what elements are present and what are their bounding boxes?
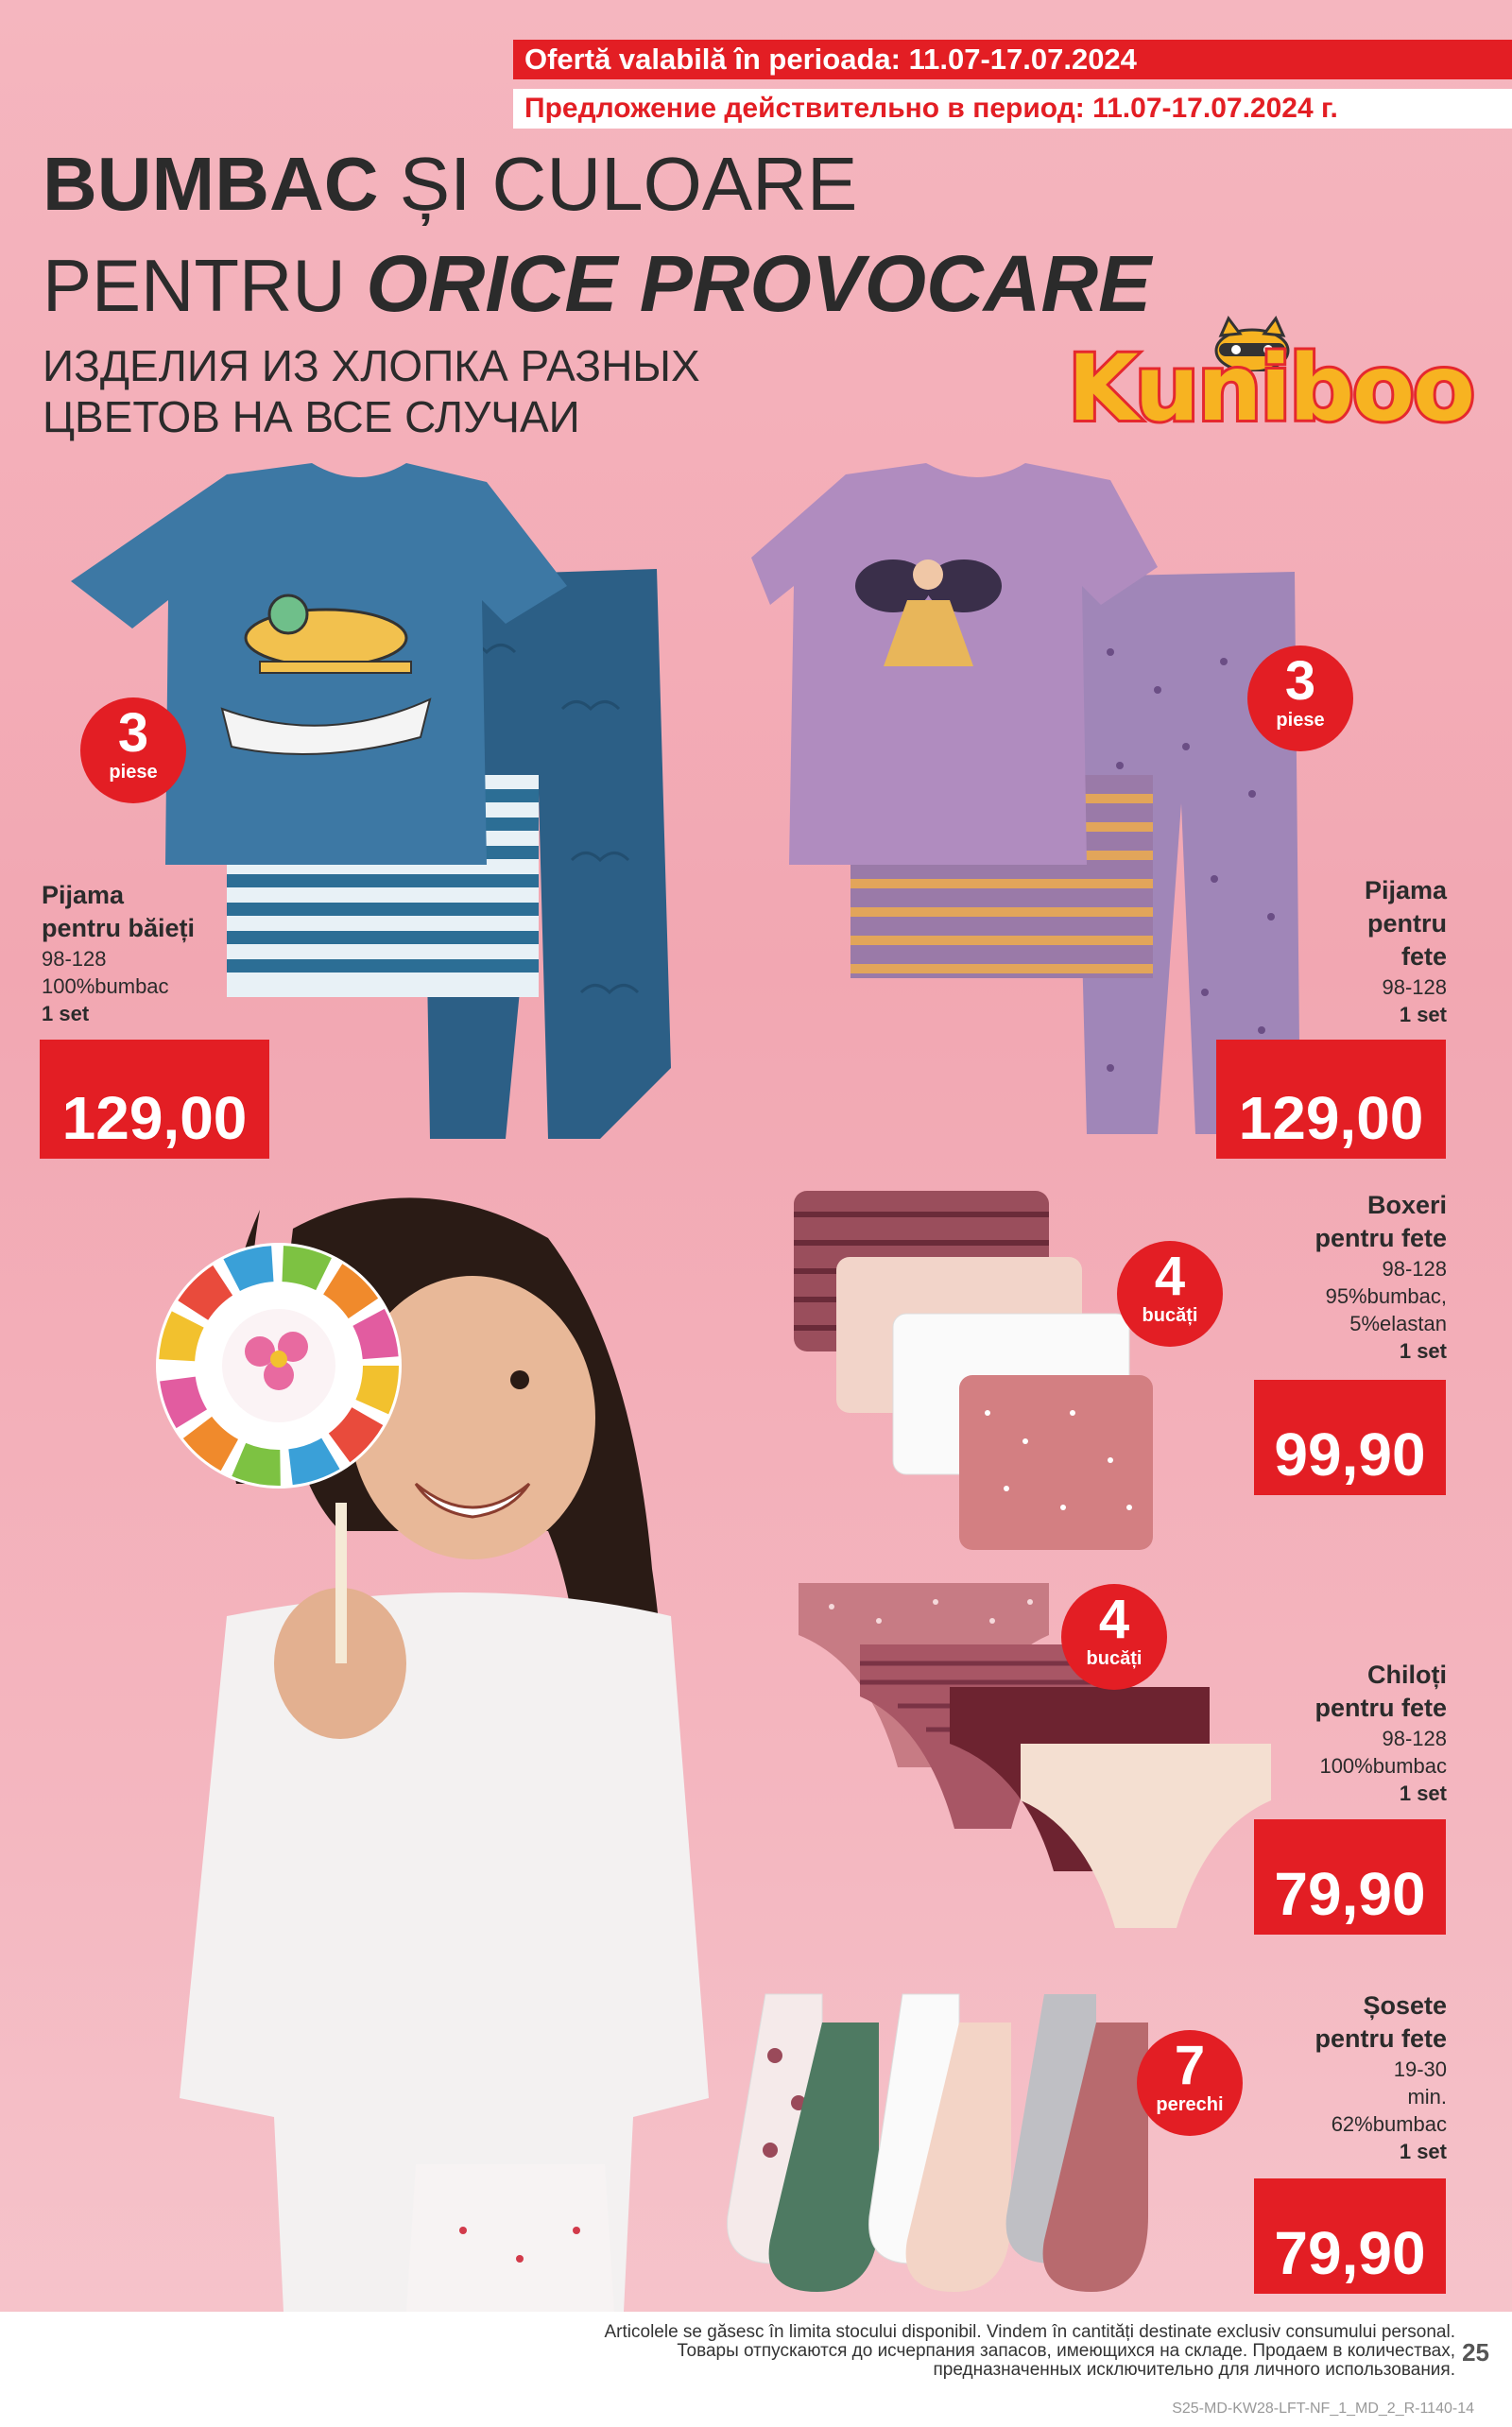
headline-line1: BUMBAC ȘI CULOARE	[43, 142, 858, 226]
product-name: Chiloți	[1367, 1661, 1447, 1689]
product-name: Șosete	[1363, 1991, 1447, 2020]
product-name: Pijama	[1364, 876, 1447, 904]
product-briefs-info	[1181, 1659, 1447, 1807]
product-size: 19-30	[1393, 2057, 1447, 2081]
product-name: pentru băieți	[42, 914, 196, 942]
product-name: Pijama	[42, 881, 125, 909]
product-name: pentru fete	[1314, 1694, 1447, 1722]
product-socks-info	[1181, 1989, 1447, 2165]
product-material: 95%bumbac,	[1325, 1284, 1447, 1308]
product-name: pentru fete	[1314, 2024, 1447, 2053]
disclaimer: Articolele se găsesc în limita stocului disponibil. Vindem în cantități destinate exclusiv consumului personal. Товары отпускаются до исчерпания запасов, имеющихся на складе. Продаем в количествах, предназначенных исключительно для личного использования.	[604, 2322, 1455, 2380]
price-boys-pajama: 129,00	[40, 1040, 269, 1159]
offer-period-ru: Предложение действительно в период: 11.07-17.07.2024 г.	[513, 89, 1512, 129]
price-girls-pajama: 129,00	[1216, 1040, 1446, 1159]
product-size: 98-128	[1382, 1727, 1447, 1750]
page-number: 25	[1462, 2338, 1489, 2367]
badge-4-pieces-boxers: 4 bucăți	[1117, 1241, 1223, 1347]
product-girls-pajama-info	[1228, 874, 1447, 1028]
product-material: 100%bumbac	[42, 974, 169, 998]
product-set: 1 set	[1399, 1003, 1447, 1026]
product-material: 100%bumbac	[1319, 1754, 1447, 1778]
product-size: 98-128	[42, 947, 107, 971]
product-boxers-info	[1181, 1189, 1447, 1365]
product-size: 98-128	[1382, 1257, 1447, 1281]
badge-7-pairs-socks: 7 perechi	[1137, 2030, 1243, 2136]
price-socks: 79,90	[1254, 2178, 1446, 2294]
product-name: fete	[1400, 942, 1447, 971]
girls-boxers-image	[789, 1186, 1158, 1555]
price-boxers: 99,90	[1254, 1380, 1446, 1495]
offer-period-ro: Ofertă valabilă în perioada: 11.07-17.07.2024	[513, 40, 1512, 79]
product-set: 1 set	[1399, 2140, 1447, 2163]
product-size: 98-128	[1382, 975, 1447, 999]
product-set: 1 set	[42, 1002, 90, 1025]
product-set: 1 set	[1399, 1782, 1447, 1805]
badge-3-pieces-girls: 3 piese	[1247, 645, 1353, 751]
girls-socks-image	[718, 1980, 1181, 2301]
badge-4-pieces-briefs: 4 bucăți	[1061, 1584, 1167, 1690]
product-name: pentru fete	[1314, 1224, 1447, 1252]
product-material: 62%bumbac	[1331, 2112, 1447, 2136]
catalog-code: S25-MD-KW28-LFT-NF_1_MD_2_R-1140-14	[1172, 2401, 1474, 2417]
girl-lollipop-photo	[104, 1172, 747, 2312]
product-size-note: min.	[1407, 2085, 1447, 2109]
product-name: Boxeri	[1366, 1191, 1447, 1219]
price-briefs: 79,90	[1254, 1819, 1446, 1935]
product-boys-pajama-info	[42, 879, 278, 1027]
headline-sub: ИЗДЕЛИЯ ИЗ ХЛОПКА РАЗНЫХ ЦВЕТОВ НА ВСЕ СЛУЧАИ	[43, 341, 700, 441]
product-set: 1 set	[1399, 1339, 1447, 1363]
product-name: pentru	[1367, 909, 1447, 938]
badge-3-pieces-boys: 3 piese	[80, 697, 186, 803]
kuniboo-logo: Kuniboo	[1068, 317, 1446, 439]
product-material: 5%elastan	[1349, 1312, 1447, 1335]
headline-line2: PENTRU ORICE PROVOCARE	[43, 239, 1152, 328]
